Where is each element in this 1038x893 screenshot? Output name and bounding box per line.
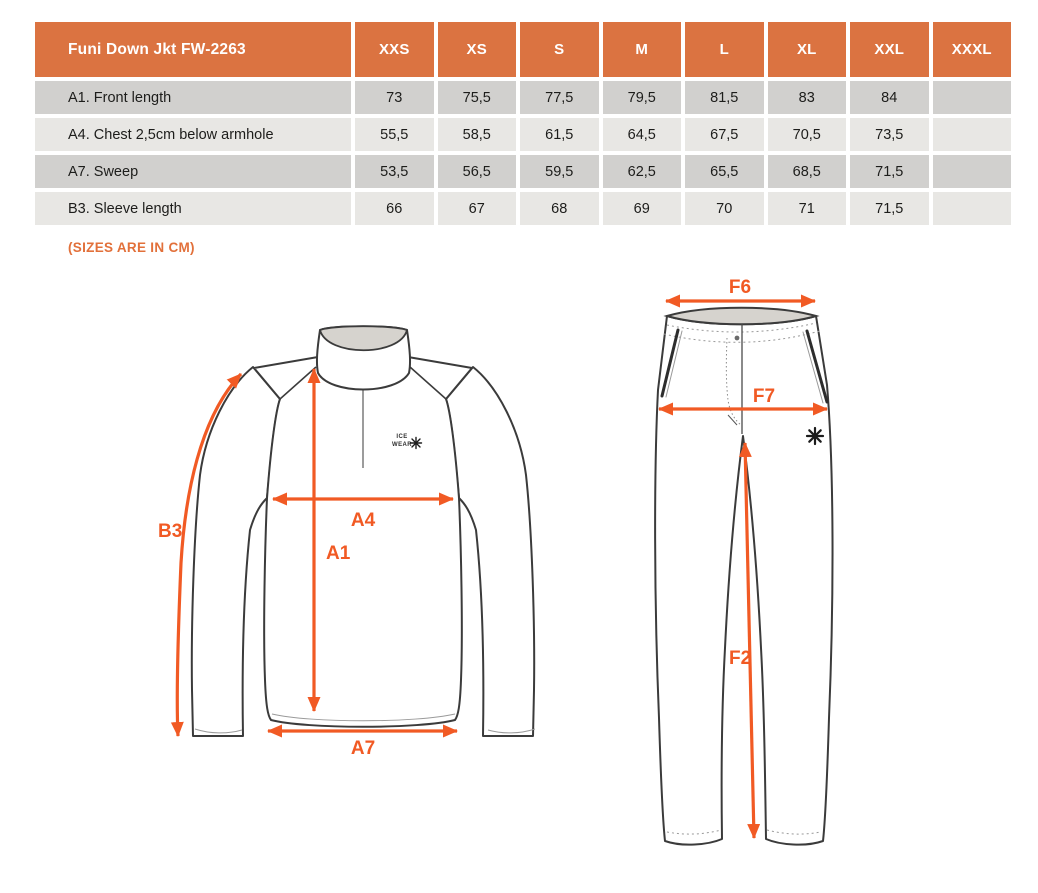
table-cell: 79,5 — [603, 81, 682, 114]
row-label-sleeve-length: B3. Sleeve length — [35, 192, 351, 225]
snowflake-icon — [411, 438, 422, 449]
size-header-xxs: XXS — [355, 22, 434, 77]
svg-text:ICE: ICE — [396, 434, 408, 440]
table-cell: 59,5 — [520, 155, 599, 188]
table-cell: 66 — [355, 192, 434, 225]
pants-diagram — [618, 278, 913, 878]
waistband — [667, 308, 816, 325]
table-cell: 71,5 — [850, 155, 929, 188]
table-cell: 71 — [768, 192, 847, 225]
table-cell: 73 — [355, 81, 434, 114]
table-cell — [933, 81, 1012, 114]
units-note: (SIZES ARE IN CM) — [68, 240, 195, 255]
table-cell: 58,5 — [438, 118, 517, 151]
table-cell: 77,5 — [520, 81, 599, 114]
size-header-l: L — [685, 22, 764, 77]
svg-text:WEAR: WEAR — [392, 442, 412, 448]
table-cell: 69 — [603, 192, 682, 225]
snowflake-icon — [807, 428, 823, 444]
label-a1: A1 — [326, 543, 351, 564]
size-table — [35, 22, 1011, 225]
label-b3: B3 — [158, 521, 183, 542]
table-cell: 70 — [685, 192, 764, 225]
row-label-chest: A4. Chest 2,5cm below armhole — [35, 118, 351, 151]
collar — [317, 326, 410, 389]
pants-body — [655, 316, 832, 845]
row-label-front-length: A1. Front length — [35, 81, 351, 114]
table-cell: 53,5 — [355, 155, 434, 188]
table-cell: 67,5 — [685, 118, 764, 151]
size-header-xs: XS — [438, 22, 517, 77]
label-f6: F6 — [728, 278, 752, 298]
table-cell — [933, 155, 1012, 188]
jacket-diagram — [140, 295, 590, 790]
table-cell: 68,5 — [768, 155, 847, 188]
size-header-xl: XL — [768, 22, 847, 77]
table-cell: 75,5 — [438, 81, 517, 114]
label-a4: A4 — [350, 510, 376, 531]
row-label-sweep: A7. Sweep — [35, 155, 351, 188]
table-cell: 81,5 — [685, 81, 764, 114]
table-cell: 73,5 — [850, 118, 929, 151]
table-cell: 84 — [850, 81, 929, 114]
table-title: Funi Down Jkt FW-2263 — [35, 22, 351, 77]
waist-button — [735, 336, 740, 341]
size-header-xxl: XXL — [850, 22, 929, 77]
table-cell — [933, 118, 1012, 151]
table-cell: 65,5 — [685, 155, 764, 188]
size-header-xxxl: XXXL — [933, 22, 1012, 77]
size-header-s: S — [520, 22, 599, 77]
table-cell: 68 — [520, 192, 599, 225]
table-cell: 55,5 — [355, 118, 434, 151]
label-a7: A7 — [350, 738, 376, 759]
table-cell: 56,5 — [438, 155, 517, 188]
label-f7: F7 — [752, 386, 776, 407]
table-cell — [933, 192, 1012, 225]
size-header-m: M — [603, 22, 682, 77]
table-cell: 61,5 — [520, 118, 599, 151]
table-cell: 71,5 — [850, 192, 929, 225]
table-cell: 67 — [438, 192, 517, 225]
table-cell: 62,5 — [603, 155, 682, 188]
table-cell: 83 — [768, 81, 847, 114]
table-cell: 70,5 — [768, 118, 847, 151]
label-f2: F2 — [729, 648, 752, 669]
table-cell: 64,5 — [603, 118, 682, 151]
